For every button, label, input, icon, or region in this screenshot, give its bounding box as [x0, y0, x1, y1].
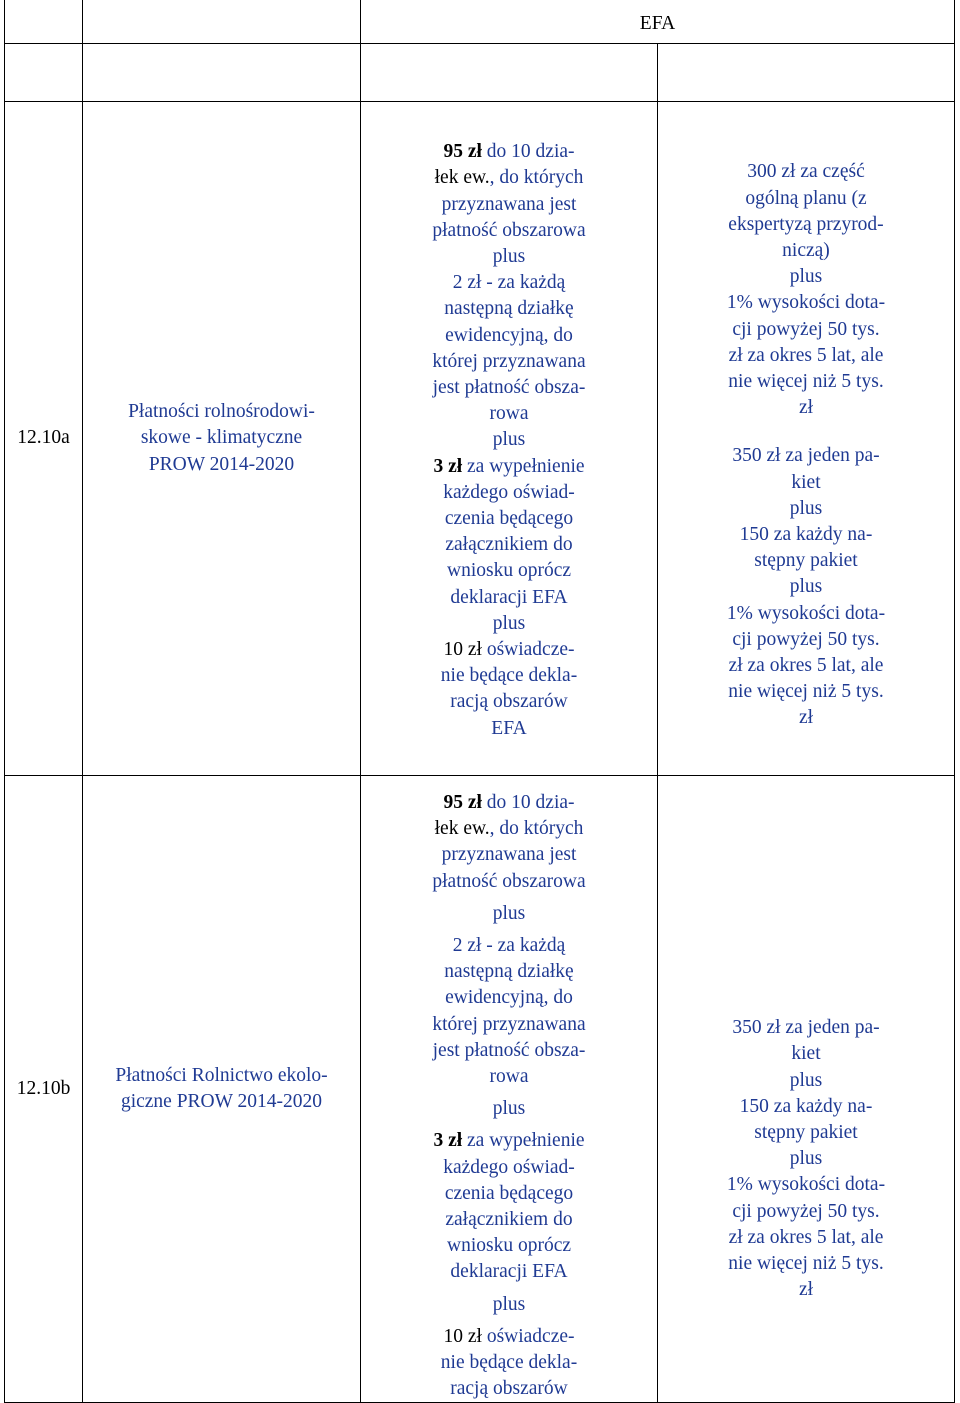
payment-text: jest płatność obsza-	[432, 376, 586, 398]
payment-rate-cell	[361, 102, 658, 776]
payment-text: jest płatność obsza-	[432, 1039, 586, 1061]
limit-text: kiet	[791, 471, 821, 493]
payment-amount: 95 zł	[443, 141, 482, 163]
limit-text: stępny pakiet	[754, 1121, 858, 1143]
limit-text: stępny pakiet	[754, 550, 858, 572]
limit-text: cji powyżej 50 tys.	[732, 1200, 880, 1222]
payment-text: łek ew.	[434, 818, 490, 840]
header-spacer-row	[5, 44, 955, 102]
plus-label: plus	[492, 429, 526, 451]
payment-text: następną działkę	[444, 961, 574, 983]
payment-text: załącznikiem do	[445, 1209, 573, 1231]
payment-text: deklaracji EFA	[450, 586, 568, 608]
measure-code-cell	[5, 102, 83, 776]
limit-text: 1% wysokości dota-	[726, 292, 886, 314]
payment-text: której przyznawana	[432, 1013, 586, 1035]
measure-code: 12.10a	[17, 427, 70, 449]
limit-text: 150 za każdy na-	[739, 1095, 873, 1117]
payment-text: do 10 dzia-	[481, 792, 575, 813]
limit-text: zł	[798, 707, 814, 729]
measure-name-cell	[83, 776, 361, 1403]
limit-text: ekspertyzą przyrod-	[728, 213, 884, 235]
payment-text: za wypełnienie	[462, 455, 585, 477]
header-efa-label: EFA	[639, 12, 676, 34]
payment-text: ewidencyjną, do	[445, 324, 573, 346]
limit-text: zł	[798, 397, 814, 419]
payment-text: oświadcze-	[481, 639, 575, 661]
payment-text: 2 zł - za każdą	[452, 935, 566, 957]
payment-text: nie będące dekla-	[440, 1352, 578, 1374]
limit-text: kiet	[791, 1043, 821, 1065]
payment-amount: 3 zł	[433, 1130, 463, 1152]
measure-name-cell	[83, 102, 361, 776]
limit-text: 300 zł za część	[747, 161, 865, 183]
payment-text: załącznikiem do	[445, 534, 573, 556]
spacer-cell	[83, 44, 361, 102]
limit-text: 350 zł za jeden pa-	[732, 445, 880, 467]
payment-text: oświadcze-	[481, 1325, 575, 1347]
payment-amount: 10 zł	[443, 1325, 482, 1347]
payment-text: rowa	[489, 403, 529, 425]
payment-text: racją obszarów	[450, 1378, 568, 1400]
payments-table	[4, 0, 955, 1403]
payment-text: każdego oświad-	[443, 1156, 575, 1178]
payment-text: następną działkę	[444, 298, 574, 320]
limit-text: ogólną planu (z	[745, 187, 867, 209]
payment-text: wniosku oprócz	[446, 1235, 572, 1257]
limit-text: cji powyżej 50 tys.	[732, 318, 880, 340]
plus-label: plus	[789, 1069, 823, 1091]
payment-amount: 3 zł	[433, 455, 463, 477]
plus-label: plus	[492, 612, 526, 634]
measure-code: 12.10b	[16, 1078, 71, 1100]
payment-text: deklaracji EFA	[450, 1261, 568, 1283]
payment-text: rowa	[489, 1066, 529, 1088]
payment-text: łek ew.	[434, 167, 490, 189]
spacer-cell	[658, 44, 955, 102]
table-header-row	[5, 0, 955, 44]
header-cell-empty	[83, 0, 361, 44]
limit-text: 1% wysokości dota-	[726, 1174, 886, 1196]
header-cell-empty	[5, 0, 83, 44]
payment-text: czenia będącego	[444, 508, 574, 529]
plus-label: plus	[492, 1293, 526, 1315]
payment-text: przyznawana jest	[441, 193, 577, 215]
limit-text: nie więcej niż 5 tys.	[728, 1252, 884, 1274]
payment-text: płatność obszarowa	[432, 870, 586, 892]
limit-cell	[658, 102, 955, 776]
plus-label: plus	[789, 576, 823, 598]
payment-amount: 10 zł	[443, 639, 482, 661]
table-row	[5, 776, 955, 1403]
header-cell-efa	[361, 0, 955, 44]
measure-name-line: Płatności rolnośrodowi-	[128, 401, 315, 423]
payment-text: ewidencyjną, do	[445, 987, 573, 1009]
payment-text: racją obszarów	[450, 691, 568, 713]
table-row	[5, 102, 955, 776]
limit-text: nie więcej niż 5 tys.	[728, 681, 884, 703]
limit-text: zł za okres 5 lat, ale	[728, 1226, 884, 1248]
limit-text: 150 za każdy na-	[739, 524, 873, 545]
payment-text: nie będące dekla-	[440, 665, 578, 687]
limit-text: zł za okres 5 lat, ale	[728, 344, 884, 366]
plus-label: plus	[789, 1148, 823, 1170]
payment-text: czenia będącego	[444, 1182, 574, 1204]
plus-label: plus	[492, 1098, 526, 1120]
payment-rate-cell	[361, 776, 658, 1403]
payment-text: za wypełnienie	[462, 1130, 585, 1152]
measure-name-line: PROW 2014-2020	[148, 453, 295, 475]
limit-text: zł	[798, 1279, 814, 1301]
measure-code-cell	[5, 776, 83, 1403]
payment-text: EFA	[491, 717, 527, 739]
measure-name-line: skowe - klimatyczne	[140, 427, 303, 449]
limit-text: nie więcej niż 5 tys.	[728, 370, 884, 392]
limit-cell	[658, 776, 955, 1403]
limit-text: zł za okres 5 lat, ale	[728, 655, 884, 677]
measure-name-line: giczne PROW 2014-2020	[120, 1091, 323, 1113]
payment-text: przyznawana jest	[441, 844, 577, 866]
payment-amount: 95 zł	[443, 792, 482, 813]
plus-label: plus	[789, 266, 823, 288]
limit-text: niczą)	[782, 239, 830, 261]
payment-text: wniosku oprócz	[446, 560, 572, 582]
measure-name-line: Płatności Rolnictwo ekolo-	[115, 1065, 328, 1087]
spacer-cell	[361, 44, 658, 102]
limit-text: 1% wysokości dota-	[726, 602, 886, 624]
payment-text: , do których	[489, 818, 584, 840]
plus-label: plus	[492, 245, 526, 267]
plus-label: plus	[789, 497, 823, 519]
payment-text: której przyznawana	[432, 350, 586, 372]
plus-label: plus	[492, 902, 526, 924]
payment-text: płatność obszarowa	[432, 219, 586, 241]
payment-text: każdego oświad-	[443, 481, 575, 503]
payment-text: do 10 dzia-	[481, 141, 575, 163]
limit-text: cji powyżej 50 tys.	[732, 628, 880, 650]
spacer-cell	[5, 44, 83, 102]
payment-text: , do których	[489, 167, 584, 189]
payment-text: 2 zł - za każdą	[452, 272, 566, 294]
limit-text: 350 zł za jeden pa-	[732, 1017, 880, 1039]
